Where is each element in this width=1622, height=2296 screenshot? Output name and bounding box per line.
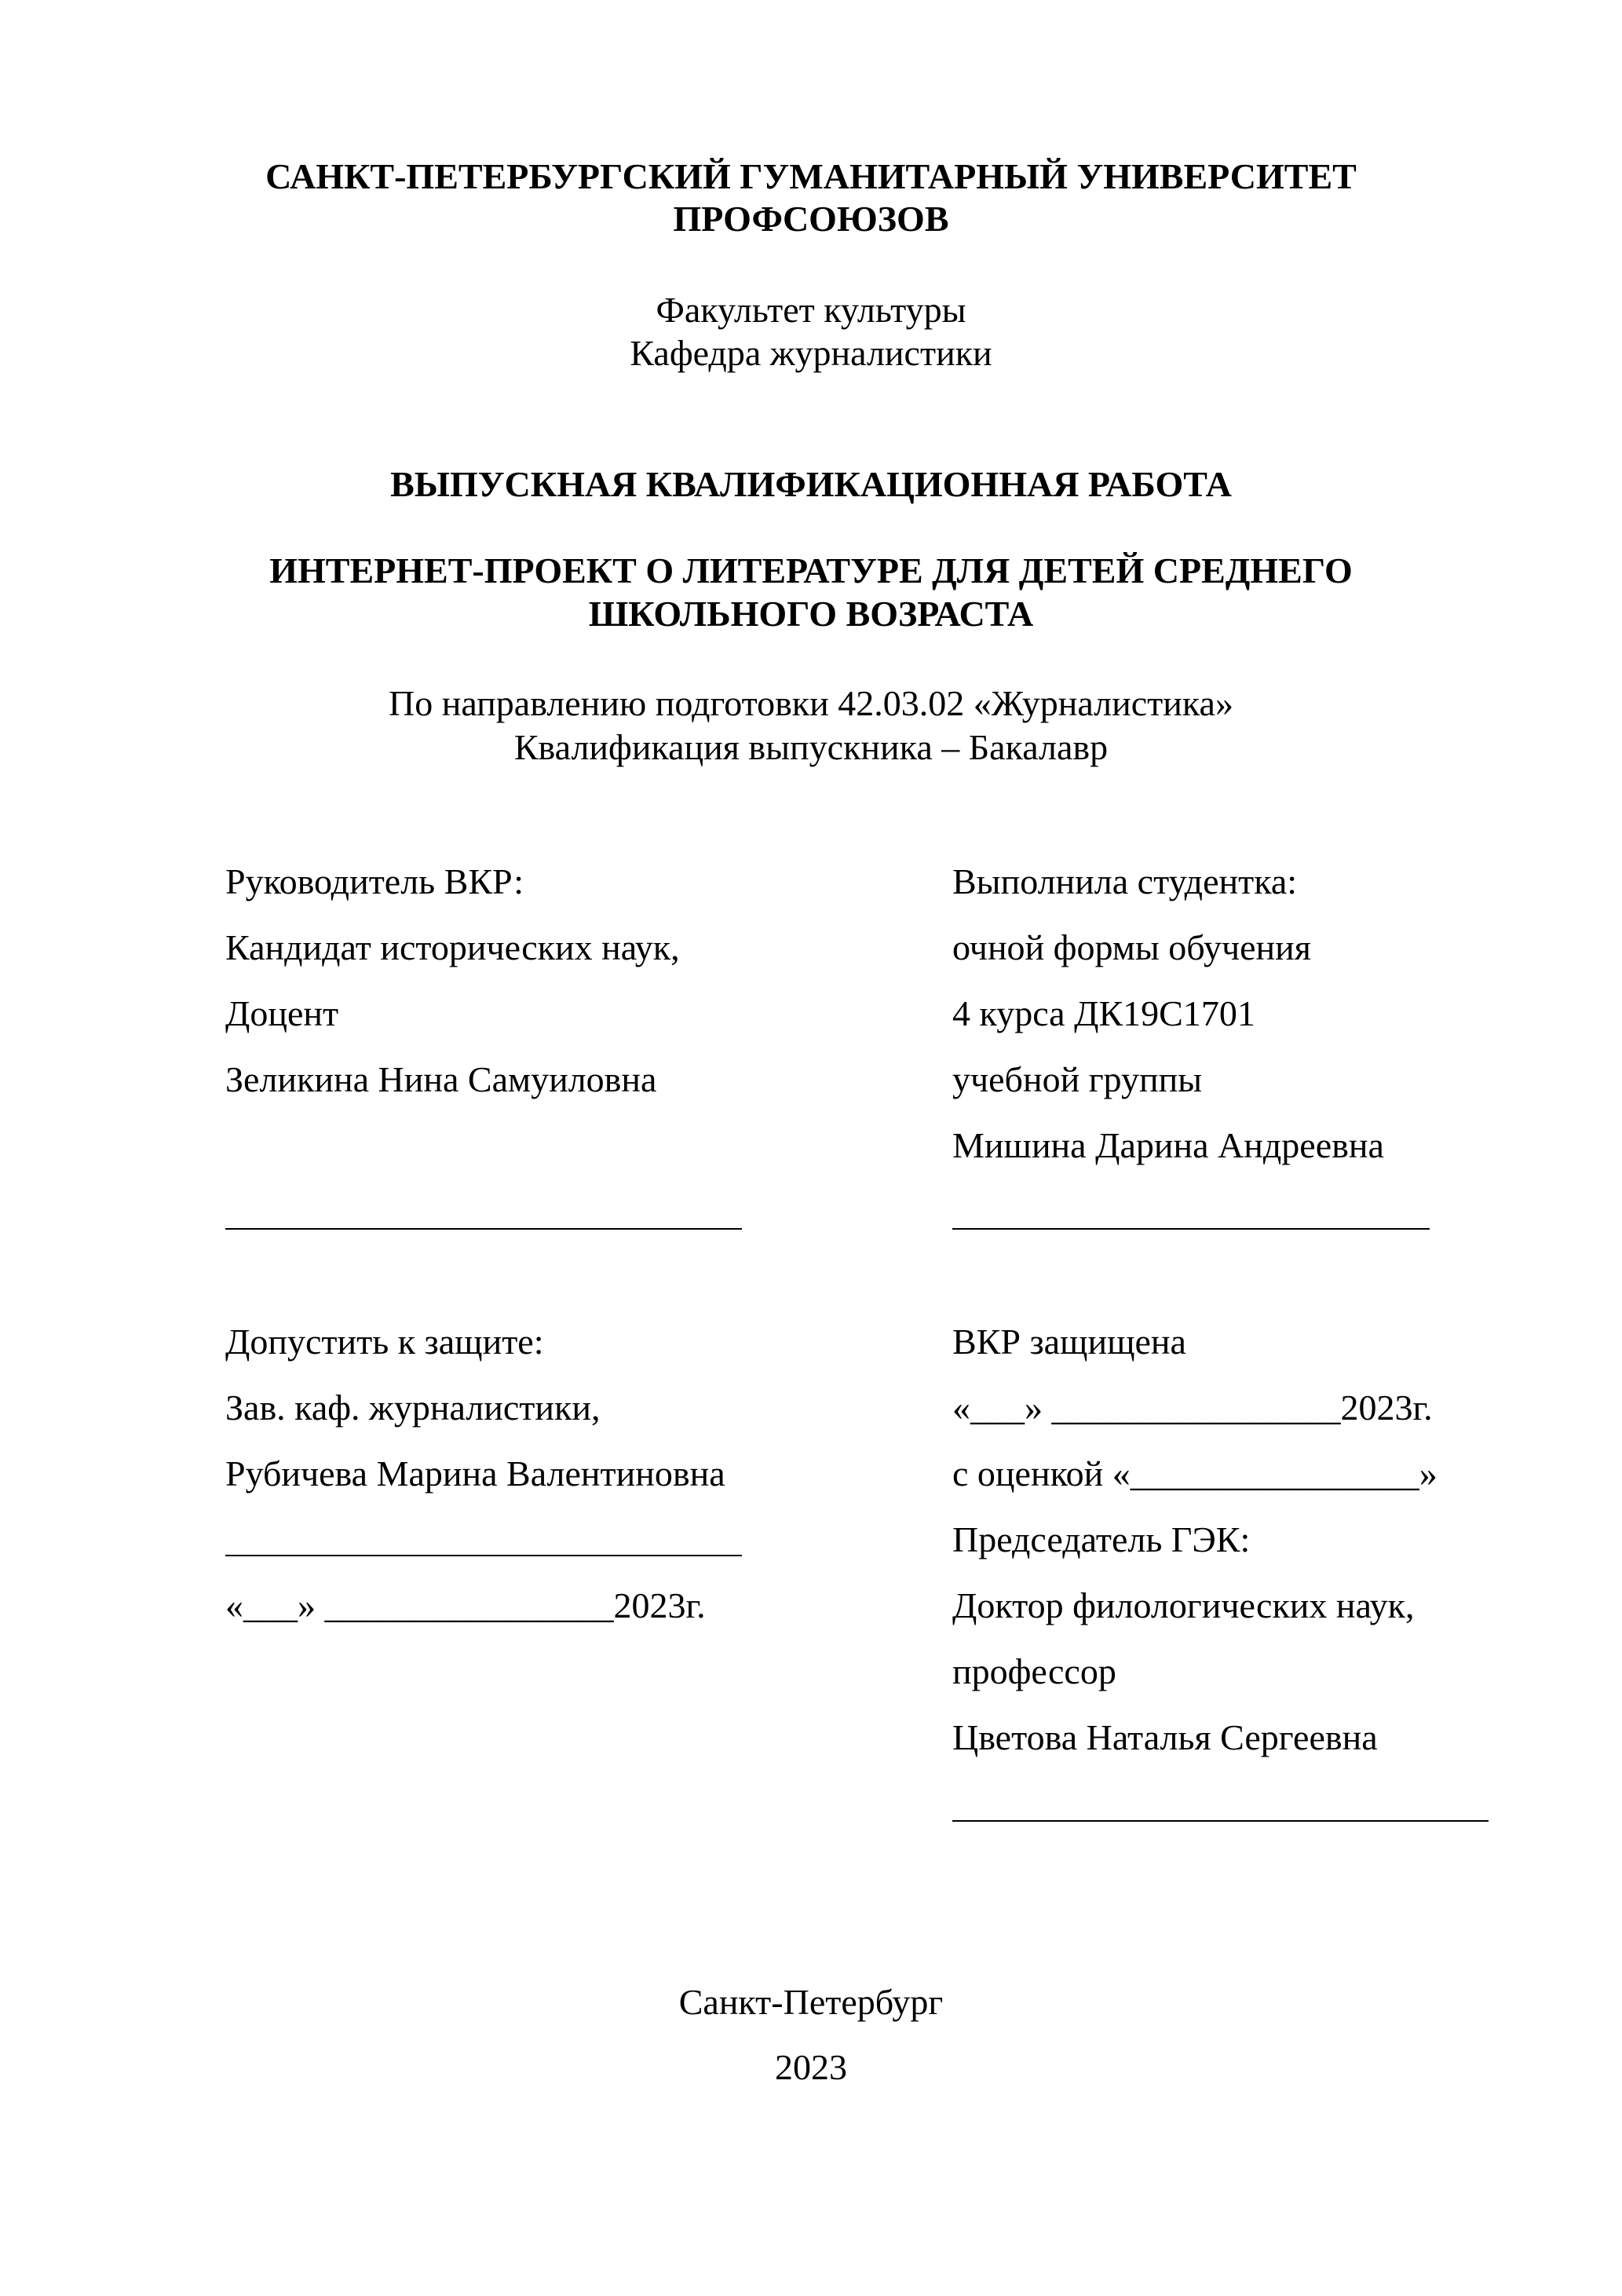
- admission-date: «___» ________________2023г.: [225, 1585, 706, 1625]
- graduate-qualification: Квалификация выпускника – Бакалавр: [513, 727, 1109, 767]
- admission-signature-line: [225, 1555, 742, 1556]
- study-direction: По направлению подготовки 42.03.02 «Журналистика»: [389, 683, 1233, 723]
- student-study-form: очной формы обучения: [952, 927, 1311, 967]
- supervisor-position: Доцент: [225, 993, 339, 1033]
- commission-chair-degree: Доктор филологических наук,: [952, 1585, 1415, 1625]
- student-course: 4 курса ДК19С1701: [952, 993, 1255, 1033]
- student-name: Мишина Дарина Андреевна: [952, 1125, 1384, 1165]
- department-name: Кафедра журналистики: [630, 333, 992, 373]
- defense-label: ВКР защищена: [952, 1322, 1186, 1362]
- student-group: учебной группы: [952, 1059, 1203, 1099]
- supervisor-signature-line: [225, 1228, 742, 1230]
- supervisor-name: Зеликина Нина Самуиловна: [225, 1059, 657, 1099]
- work-title-line1: ИНТЕРНЕТ-ПРОЕКТ О ЛИТЕРАТУРЕ ДЛЯ ДЕТЕЙ СРЕДНЕГО: [269, 550, 1353, 590]
- supervisor-degree: Кандидат исторических наук,: [225, 927, 680, 967]
- university-name-line2: ПРОФСОЮЗОВ: [673, 199, 949, 239]
- work-type-heading: ВЫПУСКНАЯ КВАЛИФИКАЦИОННАЯ РАБОТА: [390, 464, 1232, 504]
- faculty-name: Факультет культуры: [656, 290, 966, 330]
- student-label: Выполнила студентка:: [952, 861, 1298, 901]
- commission-chair-label: Председатель ГЭК:: [952, 1519, 1251, 1559]
- commission-chair-name: Цветова Наталья Сергеевна: [952, 1717, 1378, 1757]
- defense-grade: с оценкой «________________»: [952, 1453, 1438, 1493]
- commission-chair-signature-line: [952, 1820, 1489, 1822]
- supervisor-label: Руководитель ВКР:: [225, 861, 524, 901]
- student-signature-line: [952, 1228, 1430, 1230]
- university-name-line1: САНКТ-ПЕТЕРБУРГСКИЙ ГУМАНИТАРНЫЙ УНИВЕРСИТЕТ: [265, 156, 1357, 196]
- work-title-line2: ШКОЛЬНОГО ВОЗРАСТА: [588, 594, 1034, 634]
- footer-city: Санкт-Петербург: [678, 1982, 944, 2022]
- admission-head-name: Рубичева Марина Валентиновна: [225, 1453, 725, 1493]
- commission-chair-position: профессор: [952, 1651, 1116, 1691]
- admission-label: Допустить к защите:: [225, 1322, 544, 1362]
- admission-head-title: Зав. каф. журналистики,: [225, 1387, 601, 1428]
- footer-year: 2023: [775, 2047, 847, 2087]
- defense-date: «___» ________________2023г.: [952, 1387, 1433, 1428]
